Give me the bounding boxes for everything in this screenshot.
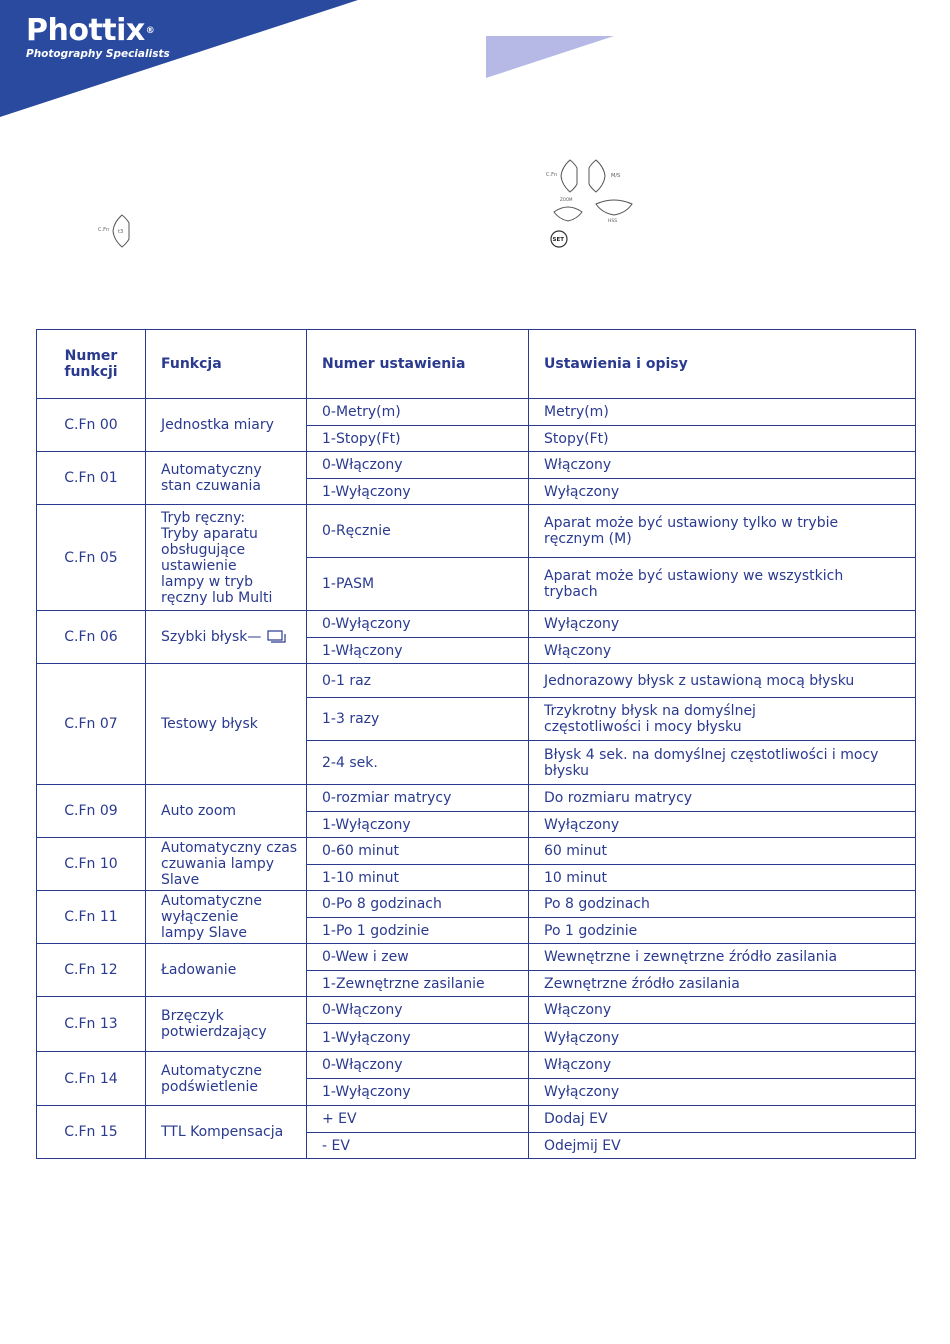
table-row (37, 505, 916, 558)
table-row (37, 452, 916, 479)
setting-number: 1-Włączony (307, 638, 529, 664)
setting-description: Do rozmiaru matrycy (529, 785, 916, 812)
function-name (146, 997, 307, 1052)
setting-number: 0-Metry(m) (307, 399, 529, 426)
setting-description: Metry(m) (529, 399, 916, 426)
right-button-shape (589, 160, 605, 192)
table-row (37, 399, 916, 426)
setting-number: 1-10 minut (307, 865, 529, 891)
setting-description: Wyłączony (529, 479, 916, 505)
function-name-text: Auto zoom (161, 803, 237, 819)
zoom-button-shape (554, 207, 582, 221)
setting-number: 0-Włączony (307, 452, 529, 479)
header-function: Funkcja (146, 330, 307, 399)
table-row (37, 997, 916, 1024)
setting-description: Odejmij EV (529, 1133, 916, 1159)
header-setting-number: Numer ustawienia (307, 330, 529, 399)
function-name (146, 838, 307, 891)
function-name-text: TTL Kompensacja (161, 1124, 284, 1140)
setting-description: Dodaj EV (529, 1106, 916, 1133)
zoom-label: ZOOM (560, 197, 573, 202)
brand-tagline: Photography Specialists (26, 48, 170, 60)
svg-text:t3: t3 (118, 229, 124, 235)
setting-description: Włączony (529, 1052, 916, 1079)
ms-label: M/S (611, 173, 621, 179)
table-row (37, 1106, 916, 1133)
setting-number: 0-rozmiar matrycy (307, 785, 529, 812)
function-number: C.Fn 05 (37, 505, 146, 611)
setting-number: 1-Zewnętrzne zasilanie (307, 971, 529, 997)
setting-description: Wyłączony (529, 1079, 916, 1106)
custom-functions-table (36, 329, 916, 1159)
setting-description: Stopy(Ft) (529, 426, 916, 452)
setting-description: Wyłączony (529, 1024, 916, 1052)
cfn-label: C.Fn (98, 227, 110, 233)
function-name-text: Brzęczyk potwierdzający (161, 1008, 267, 1040)
table-row (37, 891, 916, 918)
brand-name: Phottix (26, 13, 145, 48)
left-button-shape (561, 160, 577, 192)
table-row (37, 944, 916, 971)
setting-number: 2-4 sek. (307, 741, 529, 785)
function-number: C.Fn 09 (37, 785, 146, 838)
setting-number: 0-Po 8 godzinach (307, 891, 529, 918)
function-name (146, 505, 307, 611)
setting-number: 0-Wew i zew (307, 944, 529, 971)
table-row (37, 664, 916, 698)
function-number: C.Fn 13 (37, 997, 146, 1052)
hss-label: HSS (608, 219, 618, 224)
function-number: C.Fn 01 (37, 452, 146, 505)
setting-number: 0-1 raz (307, 664, 529, 698)
table-header-row (37, 330, 916, 399)
registered-mark: ® (145, 26, 155, 36)
setting-number: 0-Włączony (307, 1052, 529, 1079)
function-number: C.Fn 14 (37, 1052, 146, 1106)
function-name-text: Testowy błysk (161, 716, 258, 732)
setting-number: 1-Stopy(Ft) (307, 426, 529, 452)
function-name (146, 399, 307, 452)
setting-description: Po 1 godzinie (529, 918, 916, 944)
setting-description: Włączony (529, 638, 916, 664)
setting-description: Aparat może być ustawiony tylko w trybie ręcznym (M) (529, 505, 916, 558)
setting-description: 10 minut (529, 865, 916, 891)
setting-number: + EV (307, 1106, 529, 1133)
hss-button-shape (596, 200, 632, 215)
cfn-label-right: C.Fn (546, 172, 558, 178)
setting-description: Wewnętrzne i zewnętrzne źródło zasilania (529, 944, 916, 971)
function-number: C.Fn 10 (37, 838, 146, 891)
setting-description: Aparat może być ustawiony we wszystkich trybach (529, 558, 916, 611)
function-number: C.Fn 07 (37, 664, 146, 785)
setting-description: Wyłączony (529, 611, 916, 638)
function-name-text: Automatyczny czas czuwania lampy Slave (161, 840, 298, 888)
setting-number: 0-Wyłączony (307, 611, 529, 638)
function-name-text: Ładowanie (161, 962, 237, 978)
control-pad-illustration (544, 156, 644, 252)
continuous-shooting-icon (267, 630, 289, 644)
setting-description: Błysk 4 sek. na domyślnej częstotliwości i mocy błysku (529, 741, 916, 785)
setting-description: Włączony (529, 997, 916, 1024)
setting-description: 60 minut (529, 838, 916, 865)
setting-description: Trzykrotny błysk na domyślnej częstotliwości i mocy błysku (529, 698, 916, 741)
function-name-text: Tryb ręczny: Tryby aparatu obsługujące ustawienie lampy w tryb ręczny lub Multi (161, 509, 273, 606)
setting-description: Jednorazowy błysk z ustawioną mocą błysku (529, 664, 916, 698)
function-name (146, 891, 307, 944)
function-name-text: Jednostka miary (161, 417, 274, 433)
function-number: C.Fn 12 (37, 944, 146, 997)
function-name-text: Automatyczne podświetlenie (161, 1062, 263, 1095)
header-number: Numer funkcji (37, 330, 146, 399)
function-name-text: Automatyczne wyłączenie lampy Slave (161, 893, 263, 941)
setting-number: 1-Wyłączony (307, 812, 529, 838)
setting-number: 1-Wyłączony (307, 479, 529, 505)
setting-number: 0-Ręcznie (307, 505, 529, 558)
setting-number: 1-Po 1 godzinie (307, 918, 529, 944)
function-name (146, 785, 307, 838)
setting-description: Po 8 godzinach (529, 891, 916, 918)
function-number: C.Fn 06 (37, 611, 146, 664)
function-name (146, 1052, 307, 1106)
cfn-button-illustration (96, 212, 136, 250)
function-name-text: Szybki błysk— (161, 629, 262, 645)
setting-description: Włączony (529, 452, 916, 479)
setting-description: Wyłączony (529, 812, 916, 838)
setting-number: 1-PASM (307, 558, 529, 611)
function-name (146, 452, 307, 505)
function-name (146, 944, 307, 997)
function-number: C.Fn 15 (37, 1106, 146, 1159)
setting-number: 1-Wyłączony (307, 1024, 529, 1052)
setting-number: 0-Włączony (307, 997, 529, 1024)
set-label: SET (552, 237, 564, 243)
function-name (146, 1106, 307, 1159)
table-row (37, 1052, 916, 1079)
setting-number: - EV (307, 1133, 529, 1159)
table-row (37, 611, 916, 638)
table-row (37, 785, 916, 812)
header-settings-desc: Ustawienia i opisy (529, 330, 916, 399)
brand-logo (26, 14, 170, 60)
function-number: C.Fn 11 (37, 891, 146, 944)
setting-number: 1-3 razy (307, 698, 529, 741)
function-name (146, 664, 307, 785)
setting-number: 0-60 minut (307, 838, 529, 865)
function-number: C.Fn 00 (37, 399, 146, 452)
setting-description: Zewnętrzne źródło zasilania (529, 971, 916, 997)
function-name (146, 611, 307, 664)
decorative-triangle (486, 36, 616, 80)
setting-number: 1-Wyłączony (307, 1079, 529, 1106)
table-row (37, 838, 916, 865)
function-name-text: Automatyczny stan czuwania (161, 462, 262, 494)
table-body (37, 399, 916, 1159)
